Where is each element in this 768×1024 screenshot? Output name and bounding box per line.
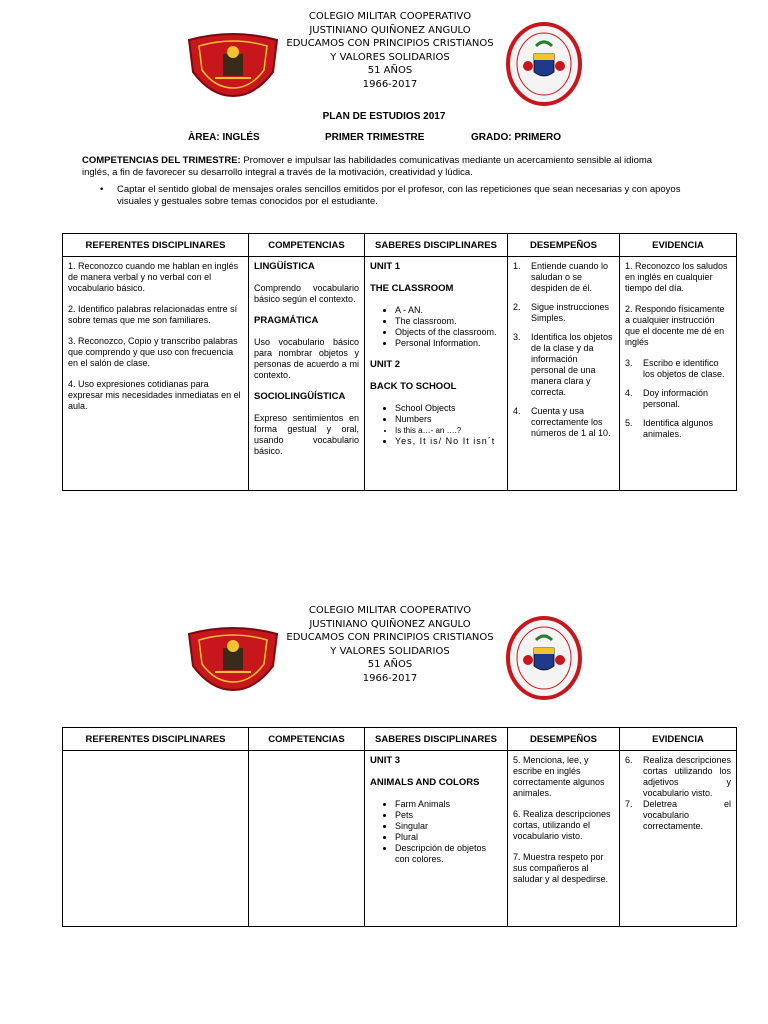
school-years: 1966-2017 — [362, 672, 418, 684]
competencia-heading: SOCIOLINGÜÍSTICA — [254, 391, 346, 402]
unit-label: UNIT 2 — [370, 359, 401, 370]
item-text: Deletrea el vocabulario correctamente. — [643, 799, 731, 831]
list-item: • Numbers — [395, 414, 502, 425]
curriculum-table-1 — [62, 233, 737, 491]
desempeno-item — [513, 406, 614, 439]
col-header: EVIDENCIA — [620, 234, 737, 257]
item-number: 3. — [625, 358, 633, 368]
table-header-row — [63, 728, 737, 751]
desempeno-item: 6. Realiza descripciones cortas, utilizando el vocabulario visto. — [513, 809, 611, 841]
list-item: • School Objects — [395, 403, 502, 414]
evidencia-item — [625, 418, 731, 440]
item-number: 4. — [513, 406, 521, 416]
list-item: • The classroom. — [395, 316, 502, 327]
item-number: 7. — [625, 799, 633, 809]
list-item: • Yes, It is/ No It isn´t — [395, 436, 502, 447]
item-text: Identifica algunos animales. — [643, 418, 714, 439]
item-number: 5. — [625, 418, 633, 428]
col-header: COMPETENCIAS — [249, 234, 365, 257]
item-number: 3. — [513, 332, 521, 342]
evidencia-item: 2. Respondo físicamente a cualquier instrucción que el docente me dé en inglés — [625, 304, 725, 347]
school-name-line: COLEGIO MILITAR COOPERATIVO — [308, 11, 472, 22]
referente-item: 3. Reconozco, Copio y transcribo palabras que comprendo y que uso con frecuencia en el salón de clase. — [68, 336, 238, 368]
competencia-text: Uso vocabulario básico para nombrar objetos y personas de acuerdo a mi contexto. — [254, 337, 359, 380]
school-years: 1966-2017 — [362, 78, 418, 90]
evidencia-item — [625, 388, 731, 410]
competencia-text: Comprendo vocabulario básico según el contexto. — [254, 283, 359, 304]
desempenos-cell — [508, 257, 620, 491]
col-header: SABERES DISCIPLINARES — [365, 234, 508, 257]
unit-topic-list — [370, 305, 502, 349]
competencias-text: Promover e impulsar las habilidades comunicativas mediante un acercamiento sensible al idioma inglés, a fin de favorecer su desarrollo integral a través de la motivación, creatividad y lúdica. — [82, 155, 653, 178]
referente-item: 1. Reconozco cuando me hablan en inglés de manera verbal y no verbal con el vocabulario básico. — [68, 261, 239, 293]
evidencia-item — [625, 799, 731, 832]
curriculum-table-2 — [62, 727, 737, 927]
item-number: 2. — [513, 302, 521, 312]
area-label: ÀREA: INGLÉS — [188, 132, 260, 143]
col-header: EVIDENCIA — [620, 728, 737, 751]
school-motto-line: Y VALORES SOLIDARIOS — [330, 645, 450, 657]
school-motto-line: EDUCAMOS CON PRINCIPIOS CRISTIANOS — [286, 38, 494, 49]
col-header: REFERENTES DISCIPLINARES — [63, 728, 249, 751]
competencias-cell — [249, 751, 365, 927]
page-1 — [0, 10, 768, 110]
page-2 — [0, 604, 768, 704]
item-text: Sigue instrucciones Simples. — [531, 302, 610, 323]
school-name-line: COLEGIO MILITAR COOPERATIVO — [308, 605, 472, 616]
item-text: Doy información personal. — [643, 388, 709, 409]
item-text: Realiza descripciones cortas utilizando los adjetivos y vocabulario visto. — [643, 755, 731, 798]
plan-title: PLAN DE ESTUDIOS 2017 — [322, 111, 446, 122]
desempeno-item: 7. Muestra respeto por sus compañeros al saludar y al despedirse. — [513, 852, 609, 884]
unit-label: UNIT 1 — [370, 261, 401, 272]
school-header — [0, 604, 768, 704]
school-name-line: JUSTINIANO QUIÑONEZ ANGULO — [309, 24, 471, 36]
bullet-icon: • — [100, 184, 104, 195]
saberes-cell — [365, 751, 508, 927]
competencias-trimestre — [82, 155, 682, 178]
school-anniversary: 51 AÑOS — [367, 65, 413, 76]
grado-label: GRADO: PRIMERO — [471, 132, 561, 143]
unit-topic-list — [370, 799, 502, 865]
school-header — [0, 10, 768, 110]
item-text: Cuenta y usa correctamente los números de 1 al 10. — [531, 406, 611, 438]
army-seal-icon — [506, 22, 582, 106]
school-anniversary: 51 AÑOS — [367, 659, 413, 670]
desempeno-item — [513, 332, 614, 398]
item-text: Identifica los objetos de la clase y da información personal de una manera clara y correcta. — [531, 332, 613, 397]
col-header: SABERES DISCIPLINARES — [365, 728, 508, 751]
saberes-cell — [365, 257, 508, 491]
desempenos-cell — [508, 751, 620, 927]
unit-title: THE CLASSROOM — [370, 283, 454, 294]
col-header: DESEMPEÑOS — [508, 728, 620, 751]
list-item: • A - AN. — [395, 305, 502, 316]
trimestre-label: PRIMER TRIMESTRE — [325, 132, 425, 143]
table-header-row — [63, 234, 737, 257]
item-text: Entiende cuando lo saludan o se despiden de él. — [531, 261, 609, 293]
list-item: • Objects of the classroom. — [395, 327, 502, 338]
school-motto-line: EDUCAMOS CON PRINCIPIOS CRISTIANOS — [286, 632, 494, 643]
list-item: • Is this a…- an ….? — [395, 425, 502, 436]
evidencia-item — [625, 358, 731, 380]
list-item: • Singular — [395, 821, 502, 832]
unit-topic-list — [370, 403, 502, 447]
school-motto-line: Y VALORES SOLIDARIOS — [330, 51, 450, 63]
col-header: COMPETENCIAS — [249, 728, 365, 751]
list-item: • Plural — [395, 832, 502, 843]
bullet-text: Captar el sentido global de mensajes orales sencillos emitidos por el profesor, con las repeticiones que sean necesarias y con apoyos visuales y gestuales sobre temas conocidos por el estudiante. — [117, 184, 681, 207]
desempeno-item — [513, 261, 614, 294]
table-row — [63, 257, 737, 491]
bullet-block — [100, 184, 700, 207]
school-name-block — [250, 10, 530, 91]
unit-label: UNIT 3 — [370, 755, 401, 766]
list-item: • Farm Animals — [395, 799, 502, 810]
army-seal-icon — [506, 616, 582, 700]
unit-title: BACK TO SCHOOL — [370, 381, 457, 392]
item-number: 1. — [513, 261, 521, 271]
competencia-heading: LINGÜÍSTICA — [254, 261, 315, 272]
desempeno-item — [513, 302, 614, 324]
referente-item: 4. Uso expresiones cotidianas para expresar mis necesidades inmediatas en el aula. — [68, 379, 241, 411]
referentes-cell — [63, 751, 249, 927]
unit-title: ANIMALS AND COLORS — [370, 777, 480, 788]
list-item: • Personal Information. — [395, 338, 502, 349]
col-header: DESEMPEÑOS — [508, 234, 620, 257]
competencia-text: Expreso sentimientos en forma gestual y oral, usando vocabulario básico. — [254, 413, 359, 456]
col-header: REFERENTES DISCIPLINARES — [63, 234, 249, 257]
evidencia-item: 1. Reconozco los saludos en inglés en cualquier tiempo del día. — [625, 261, 728, 293]
competencia-heading: PRAGMÁTICA — [254, 315, 319, 326]
referentes-cell — [63, 257, 249, 491]
competencias-label: COMPETENCIAS DEL TRIMESTRE: — [82, 155, 241, 166]
list-item: • Pets — [395, 810, 502, 821]
desempeno-item: 5. Menciona, lee, y escribe en inglés correctamente algunos animales. — [513, 755, 605, 798]
table-row — [63, 751, 737, 927]
item-number: 6. — [625, 755, 633, 765]
evidencia-cell — [620, 751, 737, 927]
school-name-block — [250, 604, 530, 685]
list-item: • Descripción de objetos con colores. — [395, 843, 502, 865]
school-name-line: JUSTINIANO QUIÑONEZ ANGULO — [309, 618, 471, 630]
evidencia-item — [625, 755, 731, 799]
competencias-cell — [249, 257, 365, 491]
item-number: 4. — [625, 388, 633, 398]
evidencia-cell — [620, 257, 737, 491]
item-text: Escribo e identifico los objetos de clase. — [643, 358, 725, 379]
referente-item: 2. Identifico palabras relacionadas entre sí sobre temas que me son familiares. — [68, 304, 238, 325]
